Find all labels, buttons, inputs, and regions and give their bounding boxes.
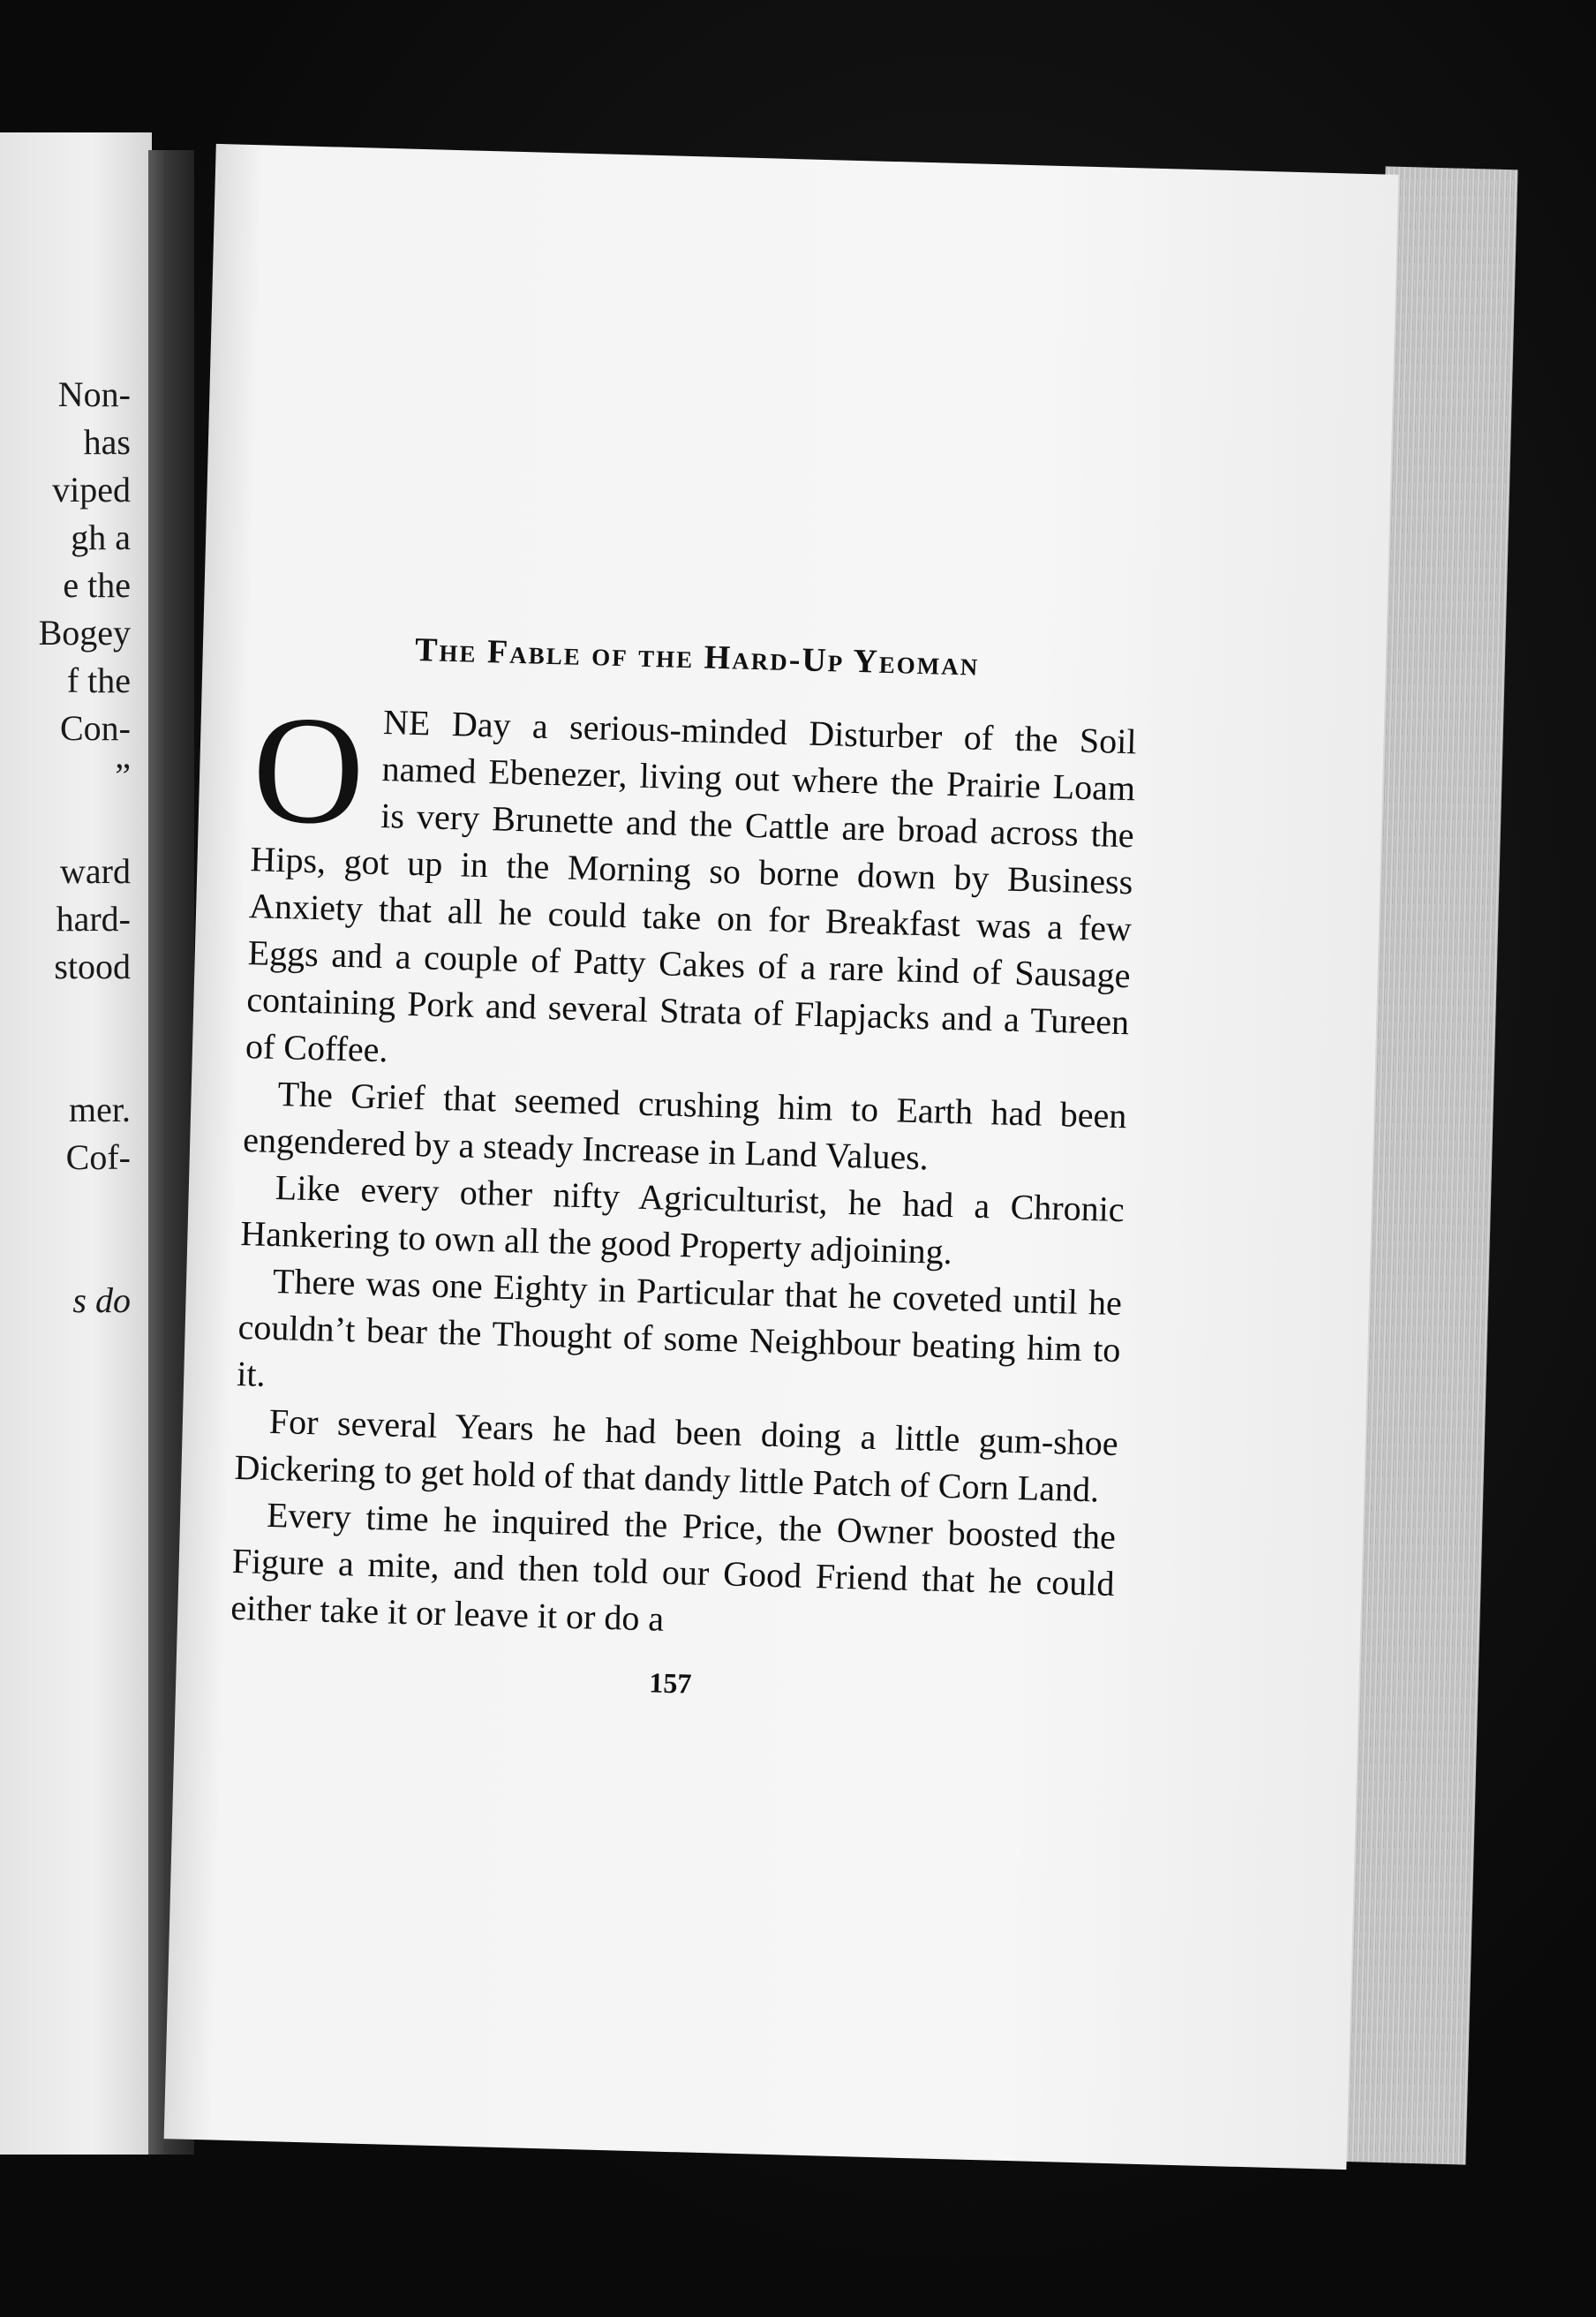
facing-gap xyxy=(39,1229,131,1277)
paragraph-3: Like every other nifty Agriculturist, he had a Chronic Hankering to own all the good Property adjoining. xyxy=(239,1167,1125,1272)
fable-title: The Fable of the Hard-Up Yeoman xyxy=(414,630,980,683)
page-number: 157 xyxy=(648,1666,692,1700)
facing-line: stood xyxy=(54,947,131,986)
facing-line: s do xyxy=(72,1280,131,1320)
page-text-block xyxy=(229,626,1139,1711)
facing-line: viped xyxy=(52,470,131,509)
facing-gap xyxy=(39,991,131,1038)
facing-gap xyxy=(39,1181,131,1229)
paragraph-text: NE Day a serious-minded Disturber of the Soil named Ebenezer, living out where the Prairie Loam is very Brunette and the Cattle are broad across the Hips, got up in the Morning so borne down by Business Anxiety that all he could take on for Breakfast was a few Eggs and a couple of Patty Cakes of a rare kind of Sausage containing Pork and several Strata of Flapjacks and a Tureen of Coffee. xyxy=(245,702,1138,1070)
paragraph-5: For several Years he had been doing a little gum-shoe Dickering to get hold of that dandy little Patch of Corn Land. xyxy=(234,1400,1119,1510)
facing-line: f the xyxy=(66,660,131,700)
facing-line: hard- xyxy=(56,899,131,939)
paragraph-2: The Grief that seemed crushing him to Earth had been engendered by a steady Increase in Land Values. xyxy=(242,1074,1127,1178)
paragraph-4: There was one Eighty in Particular that he coveted until he couldn’t bear the Thought of some Neighbour beating him to it. xyxy=(236,1260,1123,1394)
facing-line: Non- xyxy=(57,374,131,414)
facing-line: ” xyxy=(115,756,131,796)
facing-line: Cof- xyxy=(65,1137,131,1177)
book-page xyxy=(164,144,1399,2170)
drop-cap: O xyxy=(250,683,367,857)
facing-gap xyxy=(39,800,131,848)
facing-line: ward xyxy=(60,851,131,891)
facing-gap xyxy=(39,1038,131,1086)
facing-page-text xyxy=(39,371,131,1325)
facing-line: Bogey xyxy=(38,613,131,653)
facing-line: gh a xyxy=(71,517,131,557)
paragraph-1 xyxy=(245,683,1138,1092)
facing-line: mer. xyxy=(69,1090,131,1129)
facing-line: has xyxy=(83,422,131,462)
facing-line: Con- xyxy=(60,708,131,748)
facing-line: e the xyxy=(63,565,131,605)
paragraph-6: Every time he inquired the Price, the Owner boosted the Figure a mite, and then told our Good Friend that he could either take it or leave it or do a xyxy=(230,1494,1117,1639)
facing-page xyxy=(0,132,152,2155)
